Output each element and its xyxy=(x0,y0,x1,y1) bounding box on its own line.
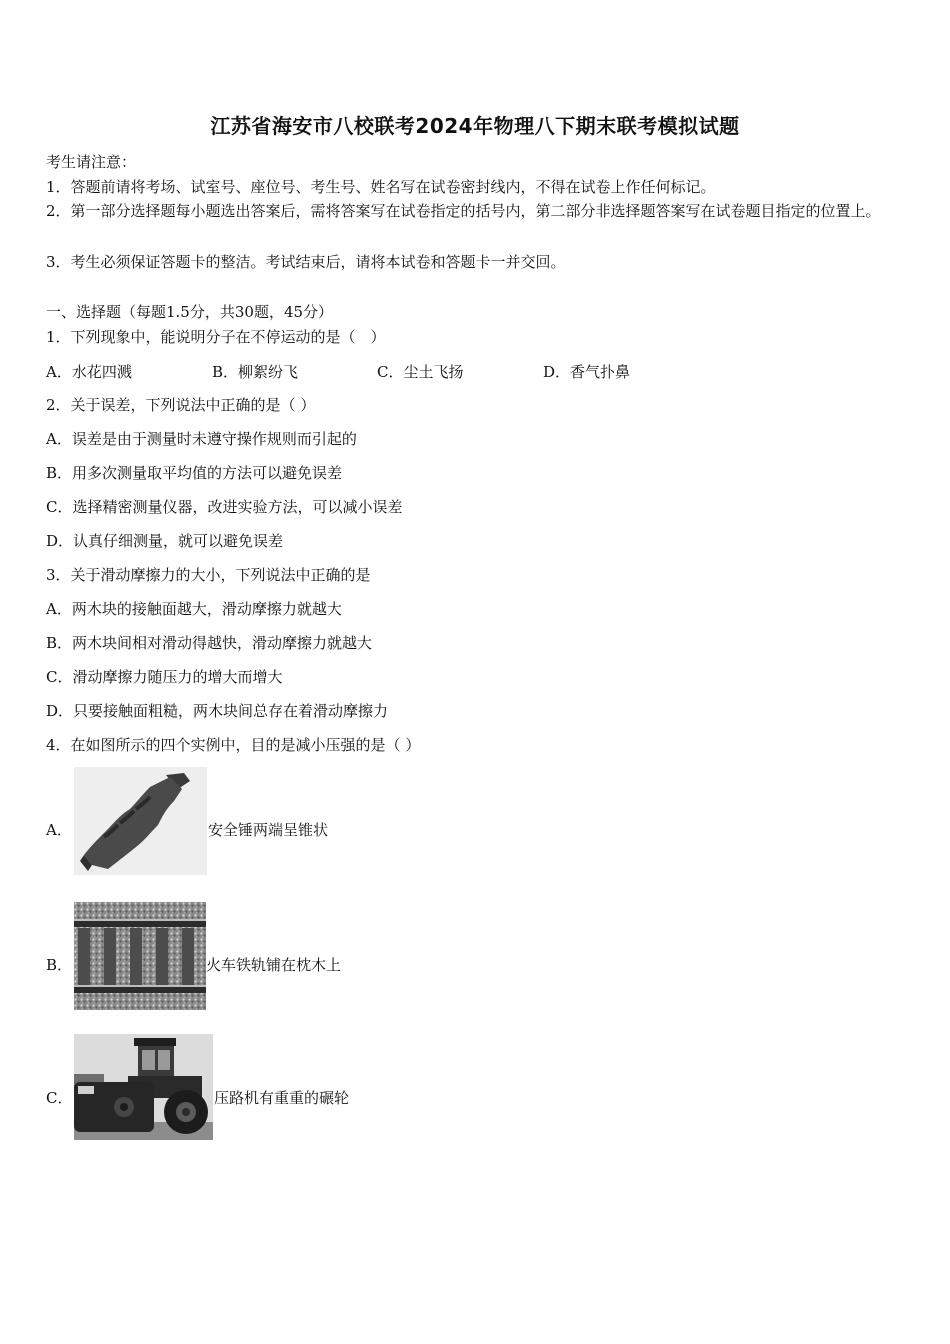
notice-item-3: 3．考生必须保证答题卡的整洁。考试结束后，请将本试卷和答题卡一并交回。 xyxy=(46,253,566,271)
option-a-label: A． xyxy=(46,821,72,839)
question-3-option-c: C．滑动摩擦力随压力的增大而增大 xyxy=(46,668,283,686)
question-4-option-a xyxy=(46,767,366,875)
question-1-option-a: A．水花四溅 xyxy=(46,363,132,381)
question-3-option-b: B．两木块间相对滑动得越快，滑动摩擦力就越大 xyxy=(46,634,373,652)
question-1-option-b: B．柳絮纷飞 xyxy=(212,363,299,381)
question-2-option-c: C．选择精密测量仪器，改进实验方法，可以减小误差 xyxy=(46,498,403,516)
question-1-option-d: D．香气扑鼻 xyxy=(543,363,631,381)
question-4-option-c xyxy=(46,1034,386,1140)
question-2-option-d: D．认真仔细测量，就可以避免误差 xyxy=(46,532,284,550)
question-2-stem: 2．关于误差，下列说法中正确的是（ ） xyxy=(46,396,316,414)
option-a-caption: 安全锤两端呈锥状 xyxy=(208,821,329,839)
road-roller-image xyxy=(74,1034,213,1140)
railway-track-image xyxy=(74,902,206,1010)
option-b-caption: 火车铁轨铺在枕木上 xyxy=(206,956,342,974)
notice-heading: 考生请注意： xyxy=(46,153,137,171)
question-3-option-a: A．两木块的接触面越大，滑动摩擦力就越大 xyxy=(46,600,342,618)
safety-hammer-image xyxy=(74,767,207,875)
question-4-option-b xyxy=(46,902,366,1010)
question-2-option-b: B．用多次测量取平均值的方法可以避免误差 xyxy=(46,464,343,482)
question-3-stem: 3．关于滑动摩擦力的大小，下列说法中正确的是 xyxy=(46,566,371,584)
question-2-option-a: A．误差是由于测量时未遵守操作规则而引起的 xyxy=(46,430,357,448)
question-3-option-d: D．只要接触面粗糙，两木块间总存在着滑动摩擦力 xyxy=(46,702,389,720)
question-4-stem: 4．在如图所示的四个实例中，目的是减小压强的是（ ） xyxy=(46,736,421,754)
exam-title: 江苏省海安市八校联考2024年物理八下期末联考模拟试题 xyxy=(210,114,740,138)
notice-item-1: 1．答题前请将考场、试室号、座位号、考生号、姓名写在试卷密封线内，不得在试卷上作任何标记。 xyxy=(46,178,716,196)
question-1-stem: 1．下列现象中，能说明分子在不停运动的是（ ） xyxy=(46,328,386,346)
notice-item-2: 2．第一部分选择题每小题选出答案后，需将答案写在试卷指定的括号内，第二部分非选择题答案写在试卷题目指定的位置上。 xyxy=(46,202,881,220)
question-1-option-c: C．尘土飞扬 xyxy=(377,363,464,381)
section-heading: 一、选择题（每题1.5分，共30题，45分） xyxy=(46,303,334,321)
option-b-label: B． xyxy=(46,956,73,974)
option-c-caption: 压路机有重重的碾轮 xyxy=(214,1089,350,1107)
option-c-label: C． xyxy=(46,1089,73,1107)
